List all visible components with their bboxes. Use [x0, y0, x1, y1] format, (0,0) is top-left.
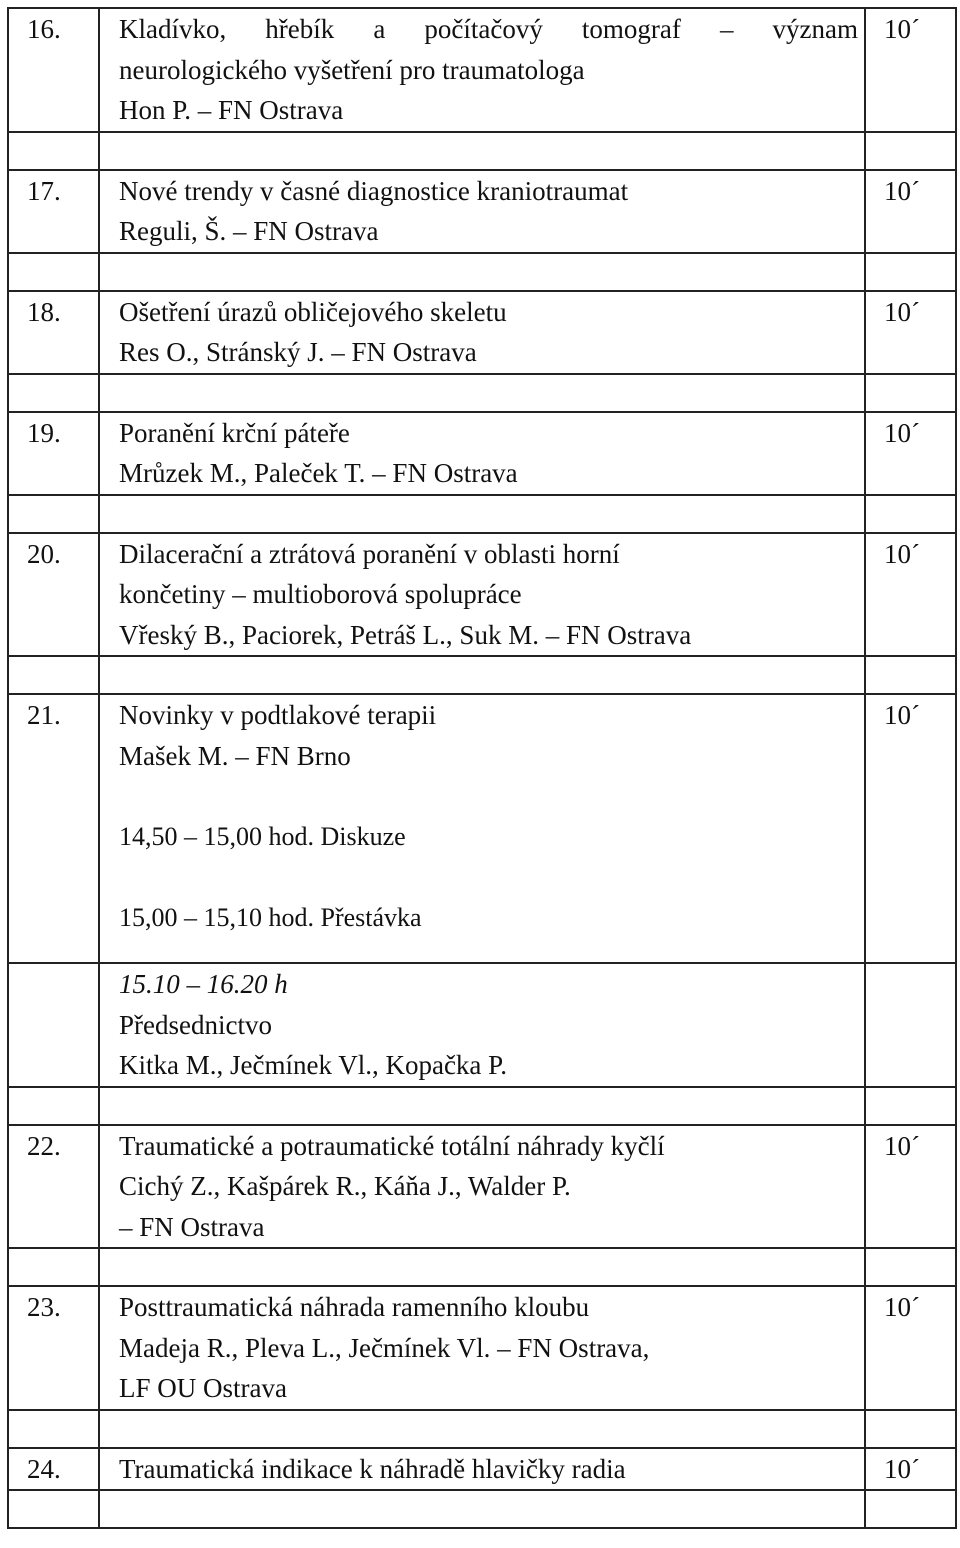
item-duration: 10´ — [865, 8, 956, 132]
item-duration: 10´ — [865, 694, 956, 963]
program-row — [8, 8, 956, 132]
program-row — [8, 412, 956, 495]
spacer-row — [8, 1248, 956, 1286]
item-number: 20. — [8, 533, 99, 657]
item-authors: Cichý Z., Kašpárek R., Káňa J., Walder P. — [119, 1171, 571, 1201]
schedule-line-discussion: 14,50 – 15,00 hod. Diskuze — [119, 821, 406, 851]
program-row — [8, 533, 956, 657]
item-title: Dilacerační a ztrátová poranění v oblasti horní — [119, 538, 620, 569]
session-time: 15.10 – 16.20 h — [119, 969, 288, 999]
blank-line — [119, 938, 858, 962]
item-duration: 10´ — [865, 533, 956, 657]
item-duration: 10´ — [865, 412, 956, 495]
program-table — [7, 7, 957, 1529]
item-number: 21. — [8, 694, 99, 963]
item-title: Ošetření úrazů obličejového skeletu — [119, 296, 507, 327]
session-label: Předsednictvo — [119, 1009, 272, 1040]
item-duration: 10´ — [865, 170, 956, 253]
item-title: Kladívko, hřebík a počítačový tomograf – význam — [119, 14, 858, 44]
item-body — [99, 1448, 865, 1491]
item-body — [99, 533, 865, 657]
item-duration: 10´ — [865, 1448, 956, 1491]
item-authors: Mašek M. – FN Brno — [119, 740, 351, 771]
program-row — [8, 1125, 956, 1249]
spacer-row — [8, 253, 956, 291]
item-body — [99, 8, 865, 132]
item-body — [99, 412, 865, 495]
spacer-row — [8, 1087, 956, 1125]
item-body — [99, 694, 865, 963]
item-authors: Mrůzek M., Paleček T. – FN Ostrava — [119, 458, 518, 488]
item-title: Novinky v podtlakové terapii — [119, 700, 437, 730]
item-title: Nové trendy v časné diagnostice kraniotraumat — [119, 175, 629, 206]
item-authors: Hon P. – FN Ostrava — [119, 95, 344, 125]
spacer-row — [8, 374, 956, 412]
item-number: 16. — [8, 8, 99, 132]
item-body — [99, 1125, 865, 1249]
program-row — [8, 170, 956, 253]
program-row — [8, 694, 956, 963]
item-title: končetiny – multioborová spolupráce — [119, 579, 522, 609]
item-authors: LF OU Ostrava — [119, 1373, 287, 1403]
program-row — [8, 291, 956, 374]
item-number: 18. — [8, 291, 99, 374]
item-authors: Madeja R., Pleva L., Ječmínek Vl. – FN Ostrava, — [119, 1332, 650, 1363]
blank-line — [119, 857, 858, 898]
spacer-row — [8, 495, 956, 533]
item-title: Poranění krční páteře — [119, 417, 350, 448]
item-authors: – FN Ostrava — [119, 1211, 265, 1242]
item-title: neurologického vyšetření pro traumatologa — [119, 54, 585, 85]
spacer-row — [8, 1490, 956, 1528]
item-body — [99, 291, 865, 374]
item-authors: Reguli, Š. – FN Ostrava — [119, 216, 379, 246]
session-block — [99, 963, 865, 1087]
item-title: Posttraumatická náhrada ramenního kloubu — [119, 1292, 590, 1322]
item-number: 23. — [8, 1286, 99, 1410]
item-body — [99, 1286, 865, 1410]
item-title: Traumatické a potraumatické totální náhrady kyčlí — [119, 1130, 665, 1161]
session-chairs: Kitka M., Ječmínek Vl., Kopačka P. — [119, 1050, 507, 1080]
session-row — [8, 963, 956, 1087]
item-authors: Vřeský B., Paciorek, Petráš L., Suk M. – FN Ostrava — [119, 619, 692, 650]
spacer-row — [8, 656, 956, 694]
spacer-row — [8, 132, 956, 170]
item-number: 22. — [8, 1125, 99, 1249]
item-duration: 10´ — [865, 291, 956, 374]
spacer-row — [8, 1410, 956, 1448]
schedule-line-break: 15,00 – 15,10 hod. Přestávka — [119, 902, 422, 932]
item-number: 17. — [8, 170, 99, 253]
item-body — [99, 170, 865, 253]
item-title: Traumatická indikace k náhradě hlavičky radia — [119, 1453, 626, 1484]
item-authors: Res O., Stránský J. – FN Ostrava — [119, 337, 477, 367]
program-row — [8, 1448, 956, 1491]
item-number: 24. — [8, 1448, 99, 1491]
item-duration: 10´ — [865, 1125, 956, 1249]
item-duration: 10´ — [865, 1286, 956, 1410]
program-row — [8, 1286, 956, 1410]
item-number: 19. — [8, 412, 99, 495]
blank-line — [119, 776, 858, 817]
program-page — [7, 7, 955, 1542]
